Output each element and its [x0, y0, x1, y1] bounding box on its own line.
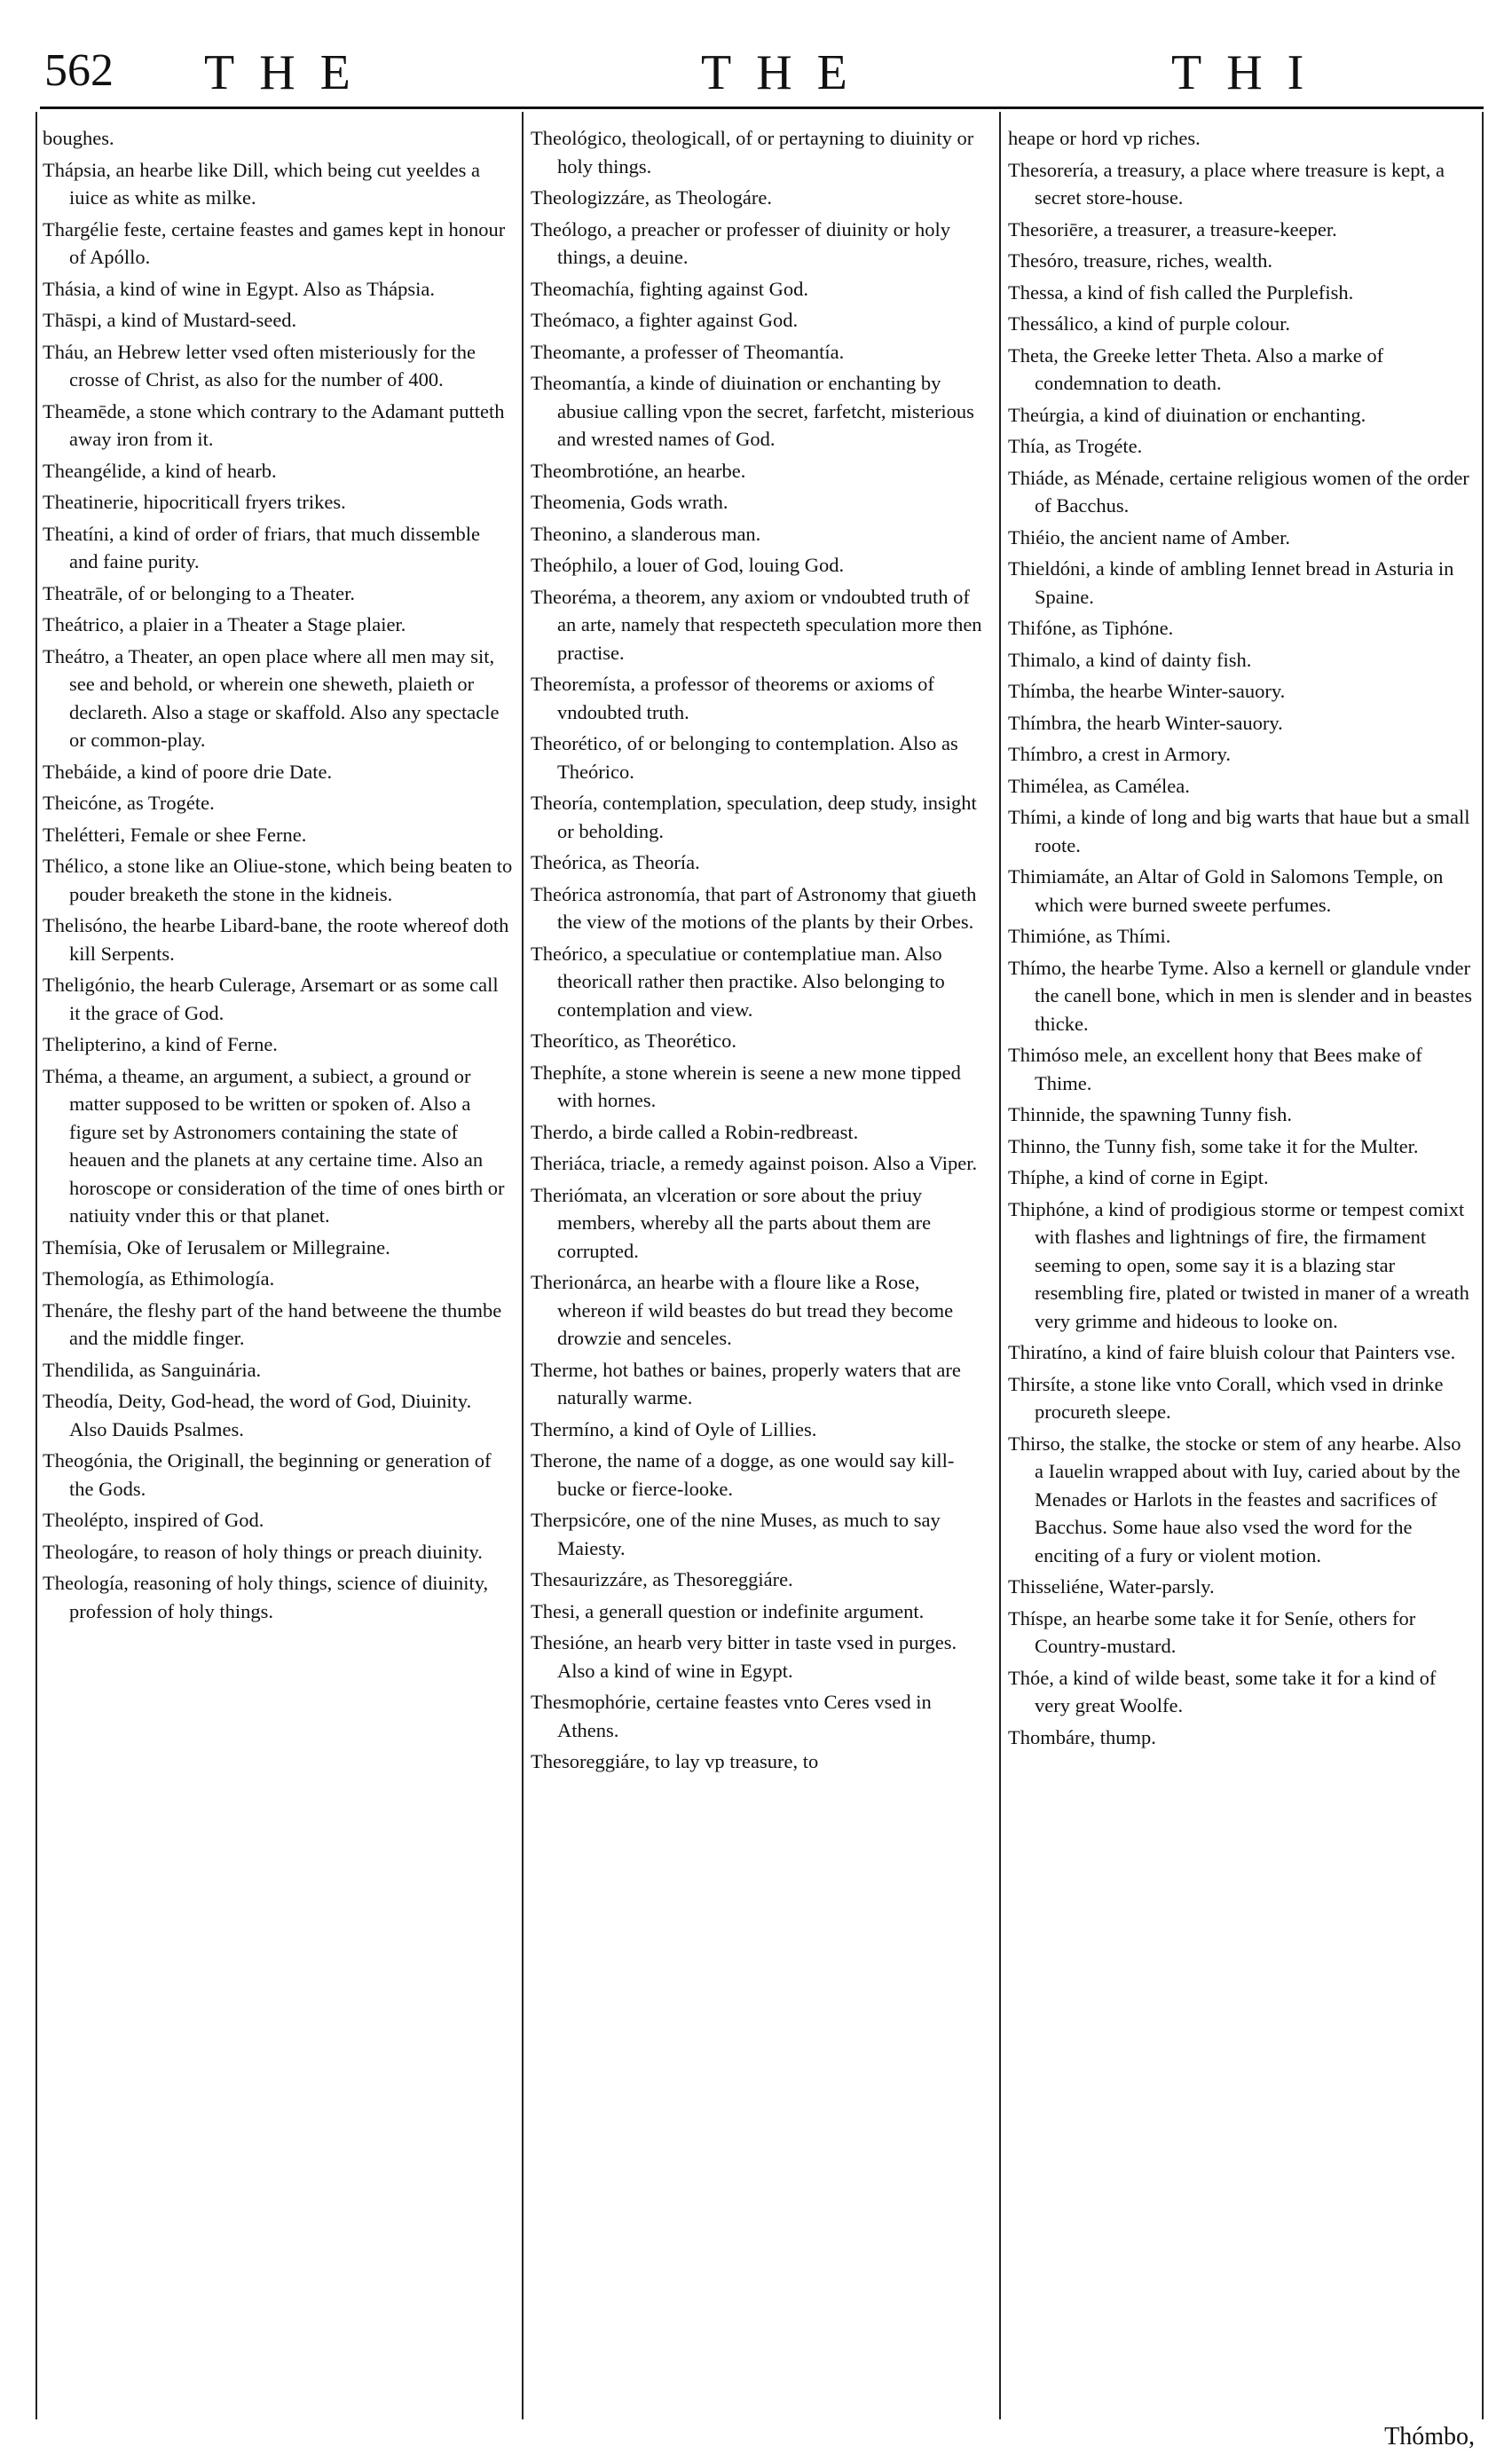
- dictionary-entry: Theoremísta, a professor of theorems or axioms of vndoubted truth.: [531, 673, 934, 723]
- dictionary-entry: Theórica astronomía, that part of Astronomy that giueth the view of the motions of the plants by their Orbes.: [531, 882, 977, 933]
- dictionary-entry: Thesaurizzáre, as Thesoreggiáre.: [531, 1568, 793, 1590]
- dictionary-entry: Thápsia, an hearbe like Dill, which being cut yeeldes a iuice as white as milke.: [43, 158, 480, 209]
- dictionary-entry: Theorítico, as Theorético.: [531, 1030, 736, 1052]
- dictionary-entry: Theonino, a slanderous man.: [531, 522, 761, 545]
- dictionary-entry: Thesóro, treasure, riches, wealth.: [1008, 249, 1273, 272]
- dictionary-entry: Thesorería, a treasury, a place where treasure is kept, a secret store-house.: [1008, 158, 1445, 209]
- dictionary-entry: Theologizzáre, as Theologáre.: [531, 186, 772, 209]
- dictionary-entry: Thesmophórie, certaine feastes vnto Ceres vsed in Athens.: [531, 1691, 932, 1741]
- dictionary-entry: Thirsíte, a stone like vnto Corall, which vsed in drinke procureth sleepe.: [1008, 1372, 1444, 1423]
- dictionary-entry: Theligónio, the hearb Culerage, Arsemart or as some call it the grace of God.: [43, 974, 499, 1024]
- dictionary-entry: Theátrico, a plaier in a Theater a Stage plaier.: [43, 613, 406, 635]
- dictionary-entry: Thebáide, a kind of poore drie Date.: [43, 760, 333, 783]
- column-right: [1008, 124, 1475, 2423]
- dictionary-entry: Theólogo, a preacher or professer of diuinity or holy things, a deuine.: [531, 217, 950, 268]
- dictionary-entry: Thephíte, a stone wherein is seene a new mone tipped with hornes.: [531, 1061, 961, 1111]
- page-header: [44, 44, 1477, 98]
- dictionary-entry: Theomenia, Gods wrath.: [531, 491, 728, 513]
- dictionary-entry: Theórico, a speculatiue or contemplatiue man. Also theoricall rather then practike. Also belonging to contemplation and view.: [531, 942, 945, 1021]
- dictionary-entry: Theatíni, a kind of order of friars, that much dissemble and faine purity.: [43, 522, 480, 572]
- dictionary-entry: Theriáca, triacle, a remedy against poison. Also a Viper.: [531, 1152, 978, 1174]
- dictionary-entry: Théma, a theame, an argument, a subiect, a ground or matter supposed to be written or spoken of. Also a figure set by Astronomers containing the state of heauen and the planets at any certaine time. Also an horoscope or consideration of the time of ones birth or natiuity vnder this or that planet.: [43, 1064, 505, 1227]
- dictionary-entry: Thisseliéne, Water-parsly.: [1008, 1575, 1215, 1598]
- dictionary-entry: Thímbra, the hearb Winter-sauory.: [1008, 711, 1283, 734]
- dictionary-entry: Theicóne, as Trogéte.: [43, 792, 215, 814]
- dictionary-entry: Thendilida, as Sanguinária.: [43, 1358, 262, 1381]
- dictionary-entry: Theómaco, a fighter against God.: [531, 309, 799, 331]
- dictionary-entry: Thesi, a generall question or indefinite argument.: [531, 1599, 925, 1622]
- dictionary-entry: Thélico, a stone like an Oliue-stone, which being beaten to pouder breaketh the stone in the kidneis.: [43, 855, 513, 905]
- dictionary-entry: Thenáre, the fleshy part of the hand betweene the thumbe and the middle finger.: [43, 1298, 502, 1349]
- dictionary-entry: Thásia, a kind of wine in Egypt. Also as Thápsia.: [43, 277, 436, 300]
- dictionary-entry: Tháu, an Hebrew letter vsed often misteriously for the crosse of Christ, as also for the number of 400.: [43, 340, 476, 391]
- dictionary-entry: Thesoreggiáre, to lay vp treasure, to: [531, 1750, 819, 1772]
- dictionary-entry: Theangélide, a kind of hearb.: [43, 459, 277, 482]
- dictionary-entry: Theorético, of or belonging to contemplation. Also as Theórico.: [531, 732, 958, 783]
- dictionary-entry: Theomantía, a kinde of diuination or enchanting by abusiue calling vpon the secret, farfetcht, misterious and wrested names of God.: [531, 372, 974, 450]
- dictionary-entry: Theátro, a Theater, an open place where all men may sit, see and behold, or wherein one sheweth, plaieth or declareth. Also a stage or skaffold. Also any spectacle or common-play.: [43, 644, 500, 751]
- dictionary-entry: Thimélea, as Camélea.: [1008, 774, 1190, 797]
- dictionary-entry: Themísia, Oke of Ierusalem or Millegraine.: [43, 1235, 390, 1259]
- dictionary-entry: Theamēde, a stone which contrary to the Adamant putteth away iron from it.: [43, 399, 505, 450]
- dictionary-entry: Theatinerie, hipocriticall fryers trikes.: [43, 491, 346, 513]
- dictionary-entry: Thelipterino, a kind of Ferne.: [43, 1033, 278, 1055]
- dictionary-entry: Thinnide, the spawning Tunny fish.: [1008, 1103, 1293, 1125]
- dictionary-entry: Theomachía, fighting against God.: [531, 277, 809, 300]
- dictionary-entry: Thiphóne, a kind of prodigious storme or tempest comixt with flashes and lightnings of fire, the firmament seeming to open, some say it is a blazing star resembling fire, plated or twisted in maner of a wreath very grimme and hideous to looke on.: [1008, 1197, 1469, 1332]
- column-rule: [1482, 112, 1484, 2419]
- dictionary-entry: Theología, reasoning of holy things, science of diuinity, profession of holy things.: [43, 1572, 489, 1622]
- dictionary-entry: Thímba, the hearbe Winter-sauory.: [1008, 680, 1286, 702]
- dictionary-entry: Thimióne, as Thími.: [1008, 925, 1171, 947]
- dictionary-entry: Thóe, a kind of wilde beast, some take it for a kind of very great Woolfe.: [1008, 1666, 1437, 1716]
- dictionary-entry: Theóphilo, a louer of God, louing God.: [531, 554, 845, 576]
- dictionary-entry: Theomante, a professer of Theomantía.: [531, 340, 845, 363]
- dictionary-entry: Theórica, as Theoría.: [531, 851, 700, 873]
- dictionary-entry: Thíphe, a kind of corne in Egipt.: [1008, 1166, 1269, 1188]
- column-left: [43, 124, 513, 2423]
- column-rule: [35, 112, 37, 2419]
- dictionary-entry: Therionárca, an hearbe with a floure like a Rose, whereon if wild beastes do but tread they become drowzie and senceles.: [531, 1271, 954, 1349]
- dictionary-entry: boughes.: [43, 127, 114, 149]
- dictionary-entry: Thirso, the stalke, the stocke or stem of any hearbe. Also a Iauelin wrapped about with Iuy, caried about by the Menades or Harlots in the feastes and sacrifices of Bacchus. Some haue also vsed the word for the enciting of a fury or violent motion.: [1008, 1432, 1461, 1566]
- dictionary-entry: Thiéio, the ancient name of Amber.: [1008, 525, 1291, 548]
- dictionary-entry: Thessa, a kind of fish called the Purplefish.: [1008, 280, 1354, 304]
- dictionary-entry: Thími, a kinde of long and big warts that haue but a small roote.: [1008, 806, 1470, 856]
- dictionary-entry: Theriómata, an vlceration or sore about the priuy members, whereby all the parts about them are corrupted.: [531, 1183, 932, 1262]
- dictionary-entry: Thímbro, a crest in Armory.: [1008, 743, 1231, 765]
- dictionary-entry: heape or hord vp riches.: [1008, 127, 1201, 149]
- dictionary-entry: Theta, the Greeke letter Theta. Also a marke of condemnation to death.: [1008, 343, 1384, 394]
- page-number: 562: [44, 45, 114, 96]
- dictionary-entry: Thimalo, a kind of dainty fish.: [1008, 648, 1252, 671]
- dictionary-entry: Theoría, contemplation, speculation, deep study, insight or beholding.: [531, 792, 977, 842]
- dictionary-entry: Thombáre, thump.: [1008, 1725, 1156, 1748]
- dictionary-entry: Thelisóno, the hearbe Libard-bane, the roote whereof doth kill Serpents.: [43, 914, 509, 965]
- running-head-center: THE: [701, 45, 872, 100]
- dictionary-entry: Therpsicóre, one of the nine Muses, as much to say Maiesty.: [531, 1509, 941, 1559]
- dictionary-entry: Thifóne, as Tiphóne.: [1008, 617, 1174, 639]
- dictionary-entry: Thíspe, an hearbe some take it for Seníe, others for Country-mustard.: [1008, 1606, 1416, 1657]
- dictionary-entry: Theatrāle, of or belonging to a Theater.: [43, 581, 355, 604]
- dictionary-entry: Theogónia, the Originall, the beginning or generation of the Gods.: [43, 1449, 492, 1500]
- dictionary-entry: Themología, as Ethimología.: [43, 1267, 275, 1290]
- running-head-left: THE: [204, 45, 375, 100]
- dictionary-entry: Thiratíno, a kind of faire bluish colour that Painters vse.: [1008, 1341, 1456, 1363]
- dictionary-entry: Thinno, the Tunny fish, some take it for the Multer.: [1008, 1134, 1419, 1157]
- dictionary-entry: Thesióne, an hearb very bitter in taste vsed in purges. Also a kind of wine in Egypt.: [531, 1631, 957, 1682]
- dictionary-entry: Thelétteri, Female or shee Ferne.: [43, 823, 307, 846]
- column-rule: [999, 112, 1001, 2419]
- dictionary-entry: Thargélie feste, certaine feastes and games kept in honour of Apóllo.: [43, 217, 506, 268]
- dictionary-entry: Theúrgia, a kind of diuination or enchanting.: [1008, 403, 1366, 426]
- dictionary-entry: Thāspi, a kind of Mustard-seed.: [43, 309, 297, 331]
- dictionary-entry: Therone, the name of a dogge, as one would say kill-bucke or fierce-looke.: [531, 1449, 955, 1500]
- running-head-right: THI: [1171, 45, 1329, 100]
- dictionary-entry: Thímo, the hearbe Tyme. Also a kernell or glandule vnder the canell bone, which in men is slender and in beastes thicke.: [1008, 956, 1472, 1035]
- dictionary-entry: Thiáde, as Ménade, certaine religious women of the order of Bacchus.: [1008, 466, 1469, 517]
- dictionary-entry: Theologáre, to reason of holy things or preach diuinity.: [43, 1540, 483, 1563]
- dictionary-entry: Theológico, theologicall, of or pertayning to diuinity or holy things.: [531, 127, 974, 178]
- dictionary-entry: Theolépto, inspired of God.: [43, 1509, 264, 1531]
- dictionary-entry: Thessálico, a kind of purple colour.: [1008, 312, 1291, 335]
- dictionary-entry: Thermíno, a kind of Oyle of Lillies.: [531, 1417, 817, 1440]
- dictionary-entry: Thimiamáte, an Altar of Gold in Salomons Temple, on which were burned sweete perfumes.: [1008, 865, 1444, 916]
- catchword: Thómbo,: [1384, 2423, 1475, 2450]
- dictionary-entry: Thía, as Trogéte.: [1008, 435, 1143, 457]
- dictionary-entry: Theoréma, a theorem, any axiom or vndoubted truth of an arte, namely that respecteth speculation more then practise.: [531, 585, 982, 664]
- dictionary-entry: Thesoriēre, a treasurer, a treasure-keeper.: [1008, 217, 1337, 241]
- dictionary-entry: Thieldóni, a kinde of ambling Iennet bread in Asturia in Spaine.: [1008, 557, 1454, 608]
- dictionary-entry: Theombrotióne, an hearbe.: [531, 459, 746, 482]
- header-rule: [40, 107, 1484, 109]
- column-middle: [531, 124, 990, 2423]
- column-rule: [522, 112, 524, 2419]
- dictionary-entry: Thimóso mele, an excellent hony that Bees make of Thime.: [1008, 1044, 1422, 1094]
- dictionary-entry: Therme, hot bathes or baines, properly waters that are naturally warme.: [531, 1358, 961, 1409]
- dictionary-entry: Theodía, Deity, God-head, the word of God, Diuinity. Also Dauids Psalmes.: [43, 1390, 472, 1440]
- dictionary-entry: Therdo, a birde called a Robin-redbreast.: [531, 1120, 859, 1143]
